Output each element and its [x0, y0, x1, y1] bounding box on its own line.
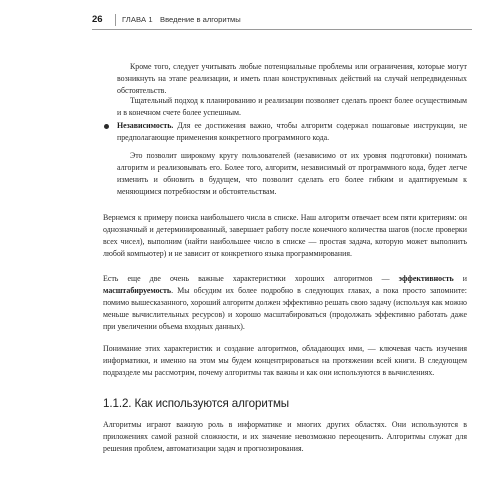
p5-and: и: [453, 274, 467, 283]
section-heading: 1.1.2. Как используются алгоритмы: [103, 397, 290, 410]
paragraph-wide-audience: Это позволит широкому кругу пользователей (независимо от их уровня подготовки) понимать алгоритм и реализовывать его. Более того, алгоритм, независимый от программного кода, будет легче изменить и обновить в будущем, что позволит сделать его более гибким и адаптируемым к меняющимся потребностям и обстоятельствам.: [117, 151, 467, 197]
paragraph-careful-approach: Тщательный подход к планированию и реализации позволяет сделать проект более осуществимым и в конечном счете более успешным.: [117, 96, 467, 118]
chapter-title: Введение в алгоритмы: [160, 15, 241, 24]
page-number: 26: [92, 14, 103, 25]
paragraph-efficiency-scalability: [103, 273, 467, 333]
paragraph-algorithms-role: Алгоритмы играют важную роль в информатике и многих других областях. Они используются в приложениях самой разной сложности, и их значение невозможно переоценить. Алгоритмы служат для решения проблем, автоматизации задач и прогнозирования.: [103, 420, 467, 454]
paragraph-largest-number-example: Вернемся к примеру поиска наибольшего числа в списке. Наш алгоритм отвечает всем пяти критериям: он однозначный и детерминированный, завершает работу после конечного количества шагов (после проверки всех чисел), выполним (найти наибольшее число в списке — простая задача, которую может выполнить любой компьютер) и не зависит от конкретного языка программирования.: [103, 213, 467, 259]
term-scalability: масштабируемость: [103, 286, 172, 296]
bullet-term: Независимость.: [117, 121, 174, 130]
p5-start: Есть еще две очень важные характеристики хороших алгоритмов —: [103, 274, 399, 283]
header-divider: [115, 14, 116, 26]
bullet-marker: [104, 124, 109, 129]
bullet-independence: [117, 120, 467, 144]
running-header: [92, 13, 472, 30]
paragraph-understanding-characteristics: Понимание этих характеристик и создание алгоритмов, обладающих ими, — ключевая часть изучения информатики, и именно на этом мы будем концентрироваться на протяжении всей книги. В следующем подразделе мы рассмотрим, почему алгоритмы так важны и как они используются в вычислениях.: [103, 344, 467, 378]
bullet-text: Для ее достижения важно, чтобы алгоритм содержал пошаговые инструкции, не предполагающие применения конкретного программного кода.: [117, 121, 467, 143]
p5-end: . Мы обсудим их более подробно в следующих главах, а пока просто запомните: помимо вышесказанного, хороший алгоритм должен эффективно решать свою задачу (используя как можно меньше вычислительных ресурсов) и хорошо масштабироваться (продолжать эффективно работать даже при увеличении объема входных данных).: [103, 286, 467, 332]
term-efficiency: эффективность: [398, 274, 454, 283]
paragraph-considerations: Кроме того, следует учитывать любые потенциальные проблемы или ограничения, которые могут возникнуть на этапе реализации, и иметь план конструктивных действий на случай непредвиденных обстоятельств.: [117, 62, 467, 96]
chapter-label: ГЛАВА 1: [122, 15, 153, 24]
